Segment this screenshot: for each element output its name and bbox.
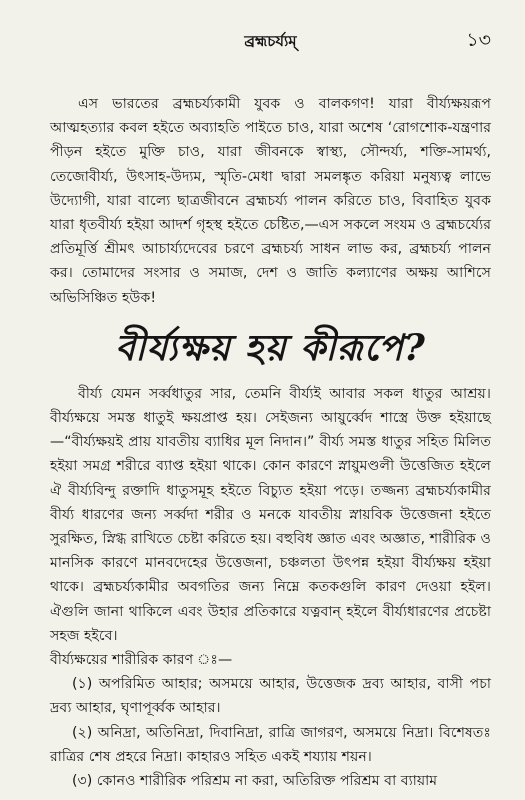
cause-item-3: (৩) কোনও শারীরিক পরিশ্রম না করা, অতিরিক্ত পরিশ্রম বা ব্যায়াম [72,773,438,790]
body-paragraph: বীর্য্য যেমন সর্ব্বধাতুর সার, তেমনি বীর্য্যই আবার সকল ধাতুর আশ্রয়। বীর্য্যক্ষয়ে সমস্ত ধাতুই ক্ষয়প্রাপ্ত হয়। সেইজন্য আয়ুর্ব্বেদ শাস্ত্রে উক্ত হইয়াছে—“বীর্য্যক্ষয়ই প্রায় যাবতীয় ব্যাধির মূল নিদান।” বীর্য্য সমস্ত ধাতুর সহিত মিলিত হইয়া সমগ্র শরীরে ব্যাপ্ত হইয়া থাকে। কোন কারণে স্নায়ুমণ্ডলী উত্তেজিত হইলে ঐ বীর্য্যবিন্দু রক্তাদি ধাতুসমূহ হইতে বিচ্যুত হইয়া পড়ে। তজ্জন্য ব্রহ্মচর্য্যকামীর বীর্য্য ধারণের জন্য সর্ব্বদা শরীর ও মনকে যাবতীয় স্নায়বিক উত্তেজনা হইতে সুরক্ষিত, স্নিগ্ধ রাখিতে চেষ্টা করিতে হয়। বহুবিধ জ্ঞাত এবং অজ্ঞাত, শারীরিক ও মানসিক কারণে মানবদেহের উত্তেজনা, চঞ্চলতা উৎপন্ন হইয়া বীর্য্যক্ষয় হইয়া থাকে। ব্রহ্মচর্য্যকামীর অবগতির জন্য নিম্নে কতকগুলি কারণ দেওয়া হইল। ঐগুলি জানা থাকিলে এবং উহার প্রতিকারে যত্নবান্‌ হইলে বীর্য্যধারণের প্রচেষ্টা সহজ হইবে। [50,385,491,644]
cause-item-2: (২) অনিদ্রা, অতিনিদ্রা, দিবানিদ্রা, রাত্রি জাগরণ, অসময়ে নিদ্রা। বিশেষতঃ রাত্রির শেষ প্রহরে নিদ্রা। কাহারও সহিত একই শয্যায় শয়ন। [50,724,491,765]
cause-item-1: (১) অপরিমিত আহার; অসময়ে আহার, উত্তেজক দ্রব্য আহার, বাসী পচা দ্রব্য আহার, ঘৃণাপূর্ব্বক আহার। [50,676,491,717]
causes-heading: বীর্য্যক্ষয়ের শারীরিক কারণ ঃ— [50,652,233,669]
section-heading: বীর্য্যক্ষয় হয় কীরূপে? [115,326,426,369]
page-number: ১৩ [466,29,491,51]
running-head: ব্রহ্মচর্য্যম্‌ [244,32,297,50]
page-header [50,30,491,58]
intro-paragraph: এস ভারতের ব্রহ্মচর্য্যকামী যুবক ও বালকগণ! যারা বীর্য্যক্ষয়রূপ আত্মহত্যার কবল হইতে অব্যাহতি পাইতে চাও, যারা অশেষ ‘রোগশোক-যন্ত্রণার পীড়ন হইতে মুক্তি চাও, যারা জীবনকে স্বাস্থ্য, সৌন্দর্য্য, শক্তি-সামর্থ্য, তেজোবীর্য্য, উৎসাহ-উদ্যম, স্মৃতি-মেধা দ্বারা সমলঙ্কৃত করিয়া মনুষ্যত্ব লাভে উদ্যোগী, যারা বাল্যে ছাত্রজীবনে ব্রহ্মচর্য্য পালন করিতে চাও, বিবাহিত যুবক যারা ধৃতবীর্য্য হইয়া আদর্শ গৃহস্থ হইতে চেষ্টিত,—এস সকলে সংযম ও ব্রহ্মচর্য্যের প্রতিমূর্ত্তি শ্রীমৎ আচার্য্যদেবের চরণে ব্রহ্মচর্য্য সাধন লাভ কর, ব্রহ্মচর্য্য পালন কর। তোমাদের সংসার ও সমাজ, দেশ ও জাতি কল্যাণের অক্ষয় আশিসে অভিসিঞ্চিত হউক! [50,96,491,306]
